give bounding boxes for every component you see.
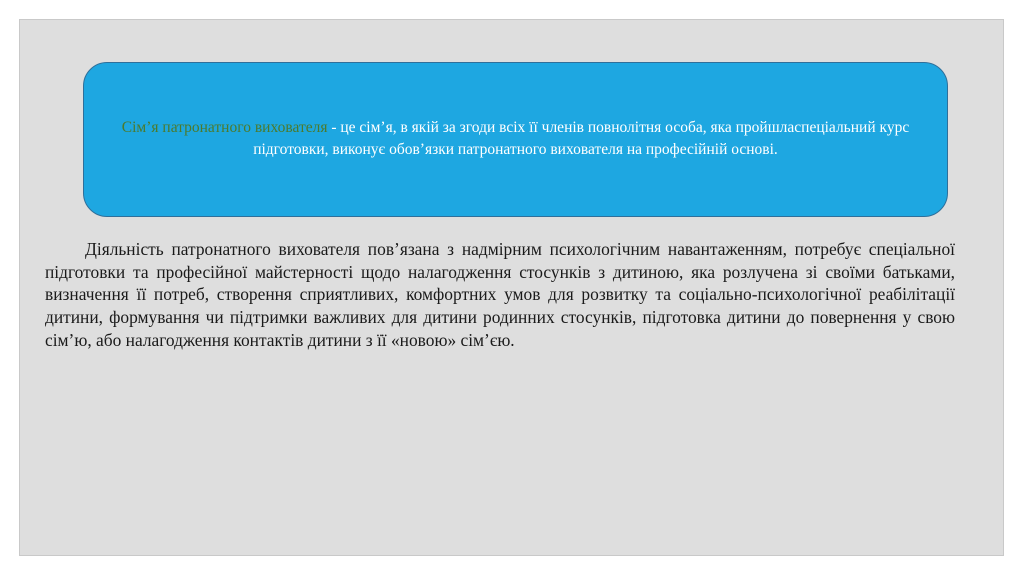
definition-text xyxy=(110,117,921,161)
slide xyxy=(19,19,1004,556)
definition-body: - це сім’я, в якій за згоди всіх її членів повнолітня особа, яка пройшласпеціальний курс підготовки, виконує обов’язки патронатного вихователя на професійній основі. xyxy=(253,118,910,158)
definition-term: Сім’я патронатного вихователя xyxy=(121,118,328,136)
definition-box xyxy=(83,62,948,217)
main-paragraph: Діяльність патронатного вихователя пов’язана з надмірним психологічним навантаженням, потребує спеціальної підготовки та професійної майстерності щодо налагодження стосунків з дитиною, яка розлучена зі своїми батьками, визначення її потреб, створення сприятливих, комфортних умов для розвитку та соціально-психологічної реабілітації дитини, формування чи підтримки важливих для дитини родинних стосунків, підготовка дитини до повернення у свою сім’ю, або налагодження контактів дитини з її «новою» сім’єю. xyxy=(45,239,955,350)
